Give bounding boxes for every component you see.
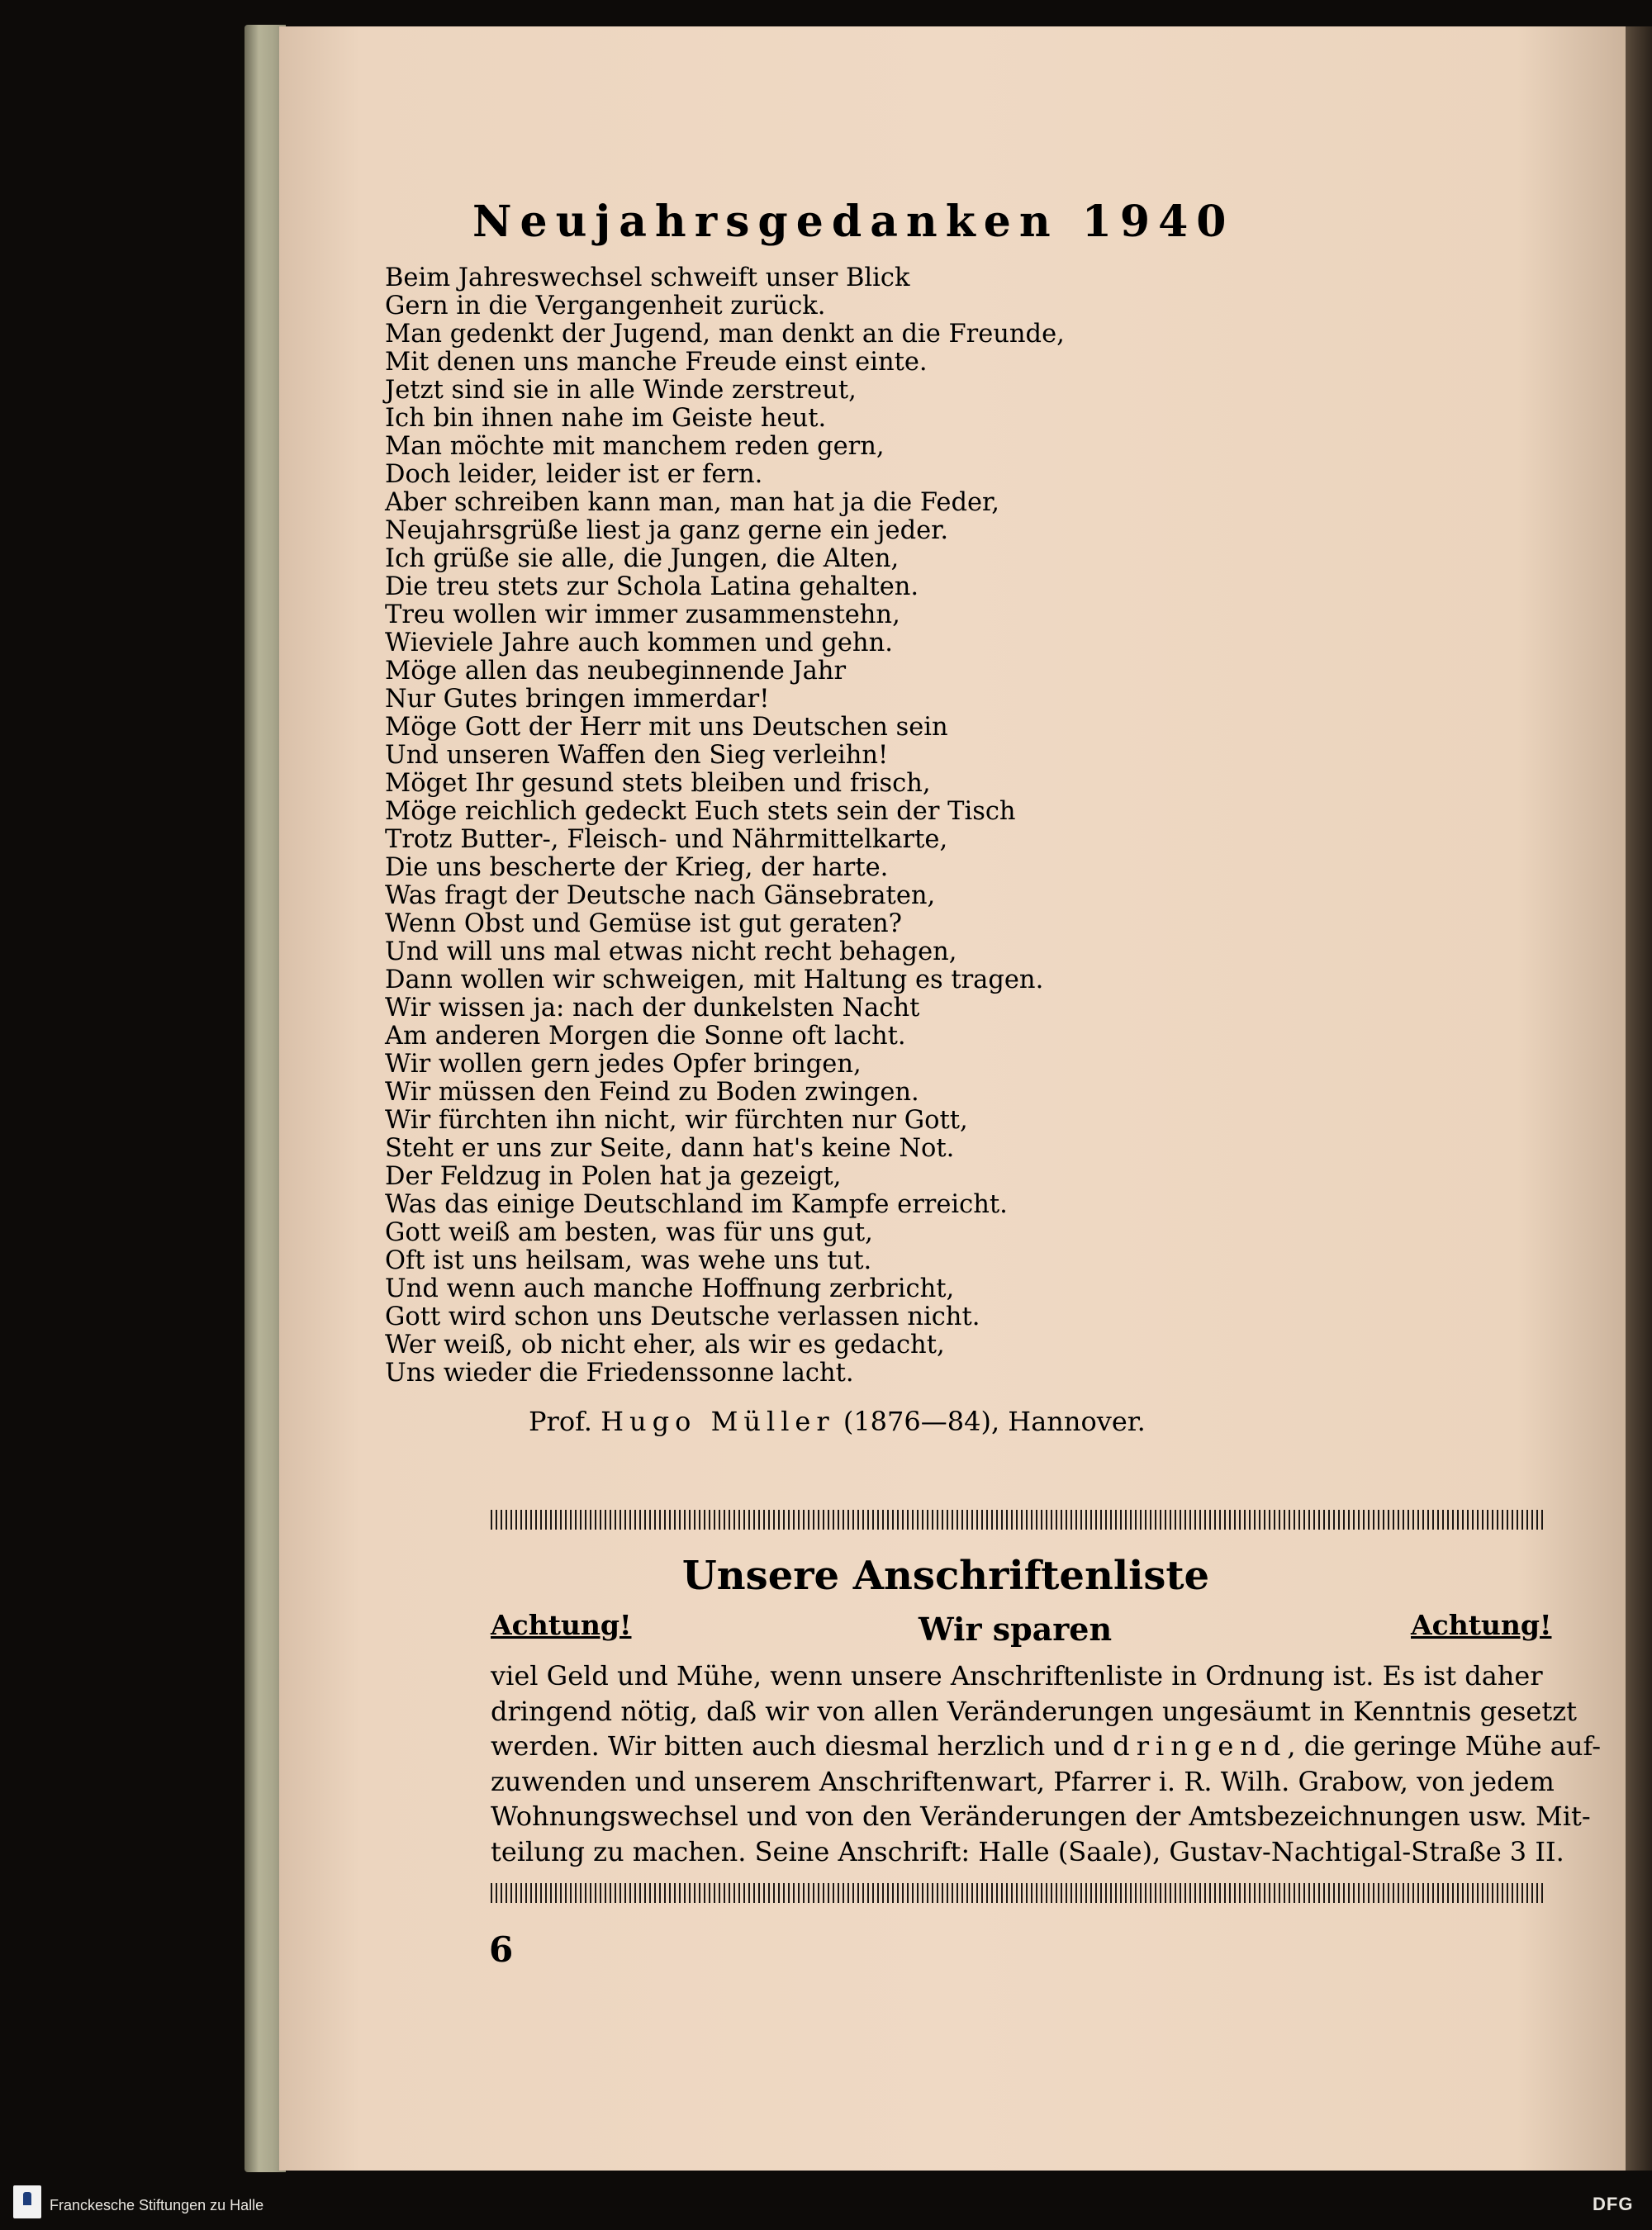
notice-line <box>491 1834 1564 1870</box>
poem-line: Oft ist uns heilsam, was wehe uns tut. <box>385 1246 872 1275</box>
decorative-rule-bottom <box>491 1883 1543 1903</box>
poem-line: Mit denen uns manche Freude einst einte. <box>385 348 928 377</box>
notice-line-before: werden. Wir bitten auch diesmal herzlich und <box>491 1730 1113 1762</box>
signature-name: Hugo Müller <box>601 1406 835 1437</box>
notice-line <box>491 1694 1577 1729</box>
poem-line: Man gedenkt der Jugend, man denkt an die Freunde, <box>385 320 1065 349</box>
poem-signature <box>529 1406 1520 1437</box>
poem-line: Möge Gott der Herr mit uns Deutschen sein <box>385 713 948 742</box>
decorative-rule-top <box>491 1510 1543 1530</box>
attention-right: Achtung! <box>1411 1609 1552 1641</box>
poem-line: Ich grüße sie alle, die Jungen, die Alten, <box>385 544 900 573</box>
poem-line: Der Feldzug in Polen hat ja gezeigt, <box>385 1162 842 1191</box>
poem-line: Am anderen Morgen die Sonne oft lacht. <box>385 1022 906 1051</box>
notice-line <box>491 1729 1601 1764</box>
poem-line: Wer weiß, ob nicht eher, als wir es gedacht, <box>385 1331 945 1359</box>
page-edge <box>1626 26 1652 2171</box>
notice-line-before: zuwenden und unserem Anschriftenwart, Pfarrer i. R. Wilh. Grabow, von jedem <box>491 1765 1555 1797</box>
poem-line: Möge reichlich gedeckt Euch stets sein der Tisch <box>385 797 1016 826</box>
notice-line-before: teilung zu machen. Seine Anschrift: Halle (Saale), Gustav-Nachtigal-Straße 3 II. <box>491 1835 1564 1867</box>
page-number: 6 <box>489 1929 514 1970</box>
poem-line: Nur Gutes bringen immerdar! <box>385 685 770 714</box>
poem-line: Wir fürchten ihn nicht, wir fürchten nur Gott, <box>385 1106 968 1135</box>
poem-line: Gott weiß am besten, was für uns gut, <box>385 1218 873 1247</box>
poem-line: Möget Ihr gesund stets bleiben und frisch, <box>385 769 931 798</box>
poem-line: Was fragt der Deutsche nach Gänsebraten, <box>385 881 936 910</box>
poem-line: Beim Jahreswechsel schweift unser Blick <box>385 263 910 292</box>
notice-title-text: Unsere Anschriftenliste <box>681 1553 1210 1599</box>
notice-line-before: viel Geld und Mühe, wenn unsere Anschriftenliste in Ordnung ist. Es ist daher <box>491 1660 1543 1691</box>
poem-line: Man möchte mit manchem reden gern, <box>385 432 885 461</box>
poem-line: Wir wollen gern jedes Opfer bringen, <box>385 1050 862 1079</box>
notice-title <box>0 1553 1652 1599</box>
poem-line: Und unseren Waffen den Sieg verleihn! <box>385 741 889 770</box>
attention-left: Achtung! <box>491 1609 632 1641</box>
poem-line: Jetzt sind sie in alle Winde zerstreut, <box>385 376 857 405</box>
notice-line-before: dringend nötig, daß wir von allen Veränderungen ungesäumt in Kenntnis gesetzt <box>491 1695 1577 1727</box>
poem-line: Dann wollen wir schweigen, mit Haltung es tragen. <box>385 966 1044 994</box>
poem-line: Aber schreiben kann man, man hat ja die Feder, <box>385 488 999 517</box>
poem-body <box>385 264 1252 1388</box>
poem-line: Wir müssen den Feind zu Boden zwingen. <box>385 1078 919 1107</box>
poem-line: Wenn Obst und Gemüse ist gut geraten? <box>385 909 903 938</box>
signature-prefix: Prof. <box>529 1406 592 1437</box>
notice-line-spaced: dringend <box>1113 1730 1288 1762</box>
poem-line: Treu wollen wir immer zusammenstehn, <box>385 600 900 629</box>
poem-line: Gott wird schon uns Deutsche verlassen nicht. <box>385 1302 980 1331</box>
notice-line-before: Wohnungswechsel und von den Veränderungen der Amtsbezeichnungen usw. Mit- <box>491 1801 1591 1832</box>
institution-name: Franckesche Stiftungen zu Halle <box>50 2197 264 2213</box>
poem-line: Die treu stets zur Schola Latina gehalten. <box>385 572 919 601</box>
poem-line: Trotz Butter-, Fleisch- und Nährmittelkarte, <box>385 825 948 854</box>
poem-line: Neujahrsgrüße liest ja ganz gerne ein jeder. <box>385 516 949 545</box>
poem-line: Was das einige Deutschland im Kampfe erreicht. <box>385 1190 1008 1219</box>
signature-suffix: (1876—84), Hannover. <box>843 1406 1146 1437</box>
notice-body <box>491 1658 1601 1869</box>
poem-line: Wieviele Jahre auch kommen und gehn. <box>385 629 893 657</box>
poem-line: Die uns bescherte der Krieg, der harte. <box>385 853 889 882</box>
poem-line: Möge allen das neubeginnende Jahr <box>385 657 847 686</box>
notice-line-after: , die geringe Mühe auf- <box>1287 1730 1601 1762</box>
poem-line: Und will uns mal etwas nicht recht behagen, <box>385 937 957 966</box>
poem-line: Doch leider, leider ist er fern. <box>385 460 763 489</box>
poem-line: Ich bin ihnen nahe im Geiste heut. <box>385 404 827 433</box>
notice-subtitle: Wir sparen <box>919 1611 1113 1648</box>
poem-title: Neujahrsgedanken 1940 <box>472 197 1235 247</box>
funder-logo-text: DFG <box>1593 2194 1634 2214</box>
poem-line: Steht er uns zur Seite, dann hat's keine Not. <box>385 1134 955 1163</box>
poem-line: Gern in die Vergangenheit zurück. <box>385 292 826 320</box>
notice-line <box>491 1658 1543 1694</box>
poem-line: Uns wieder die Friedenssonne lacht. <box>385 1359 854 1388</box>
notice-line <box>491 1799 1591 1834</box>
notice-line <box>491 1764 1555 1800</box>
poem-line: Wir wissen ja: nach der dunkelsten Nacht <box>385 994 920 1022</box>
institution-logo <box>13 2185 41 2218</box>
poem-line: Und wenn auch manche Hoffnung zerbricht, <box>385 1274 955 1303</box>
